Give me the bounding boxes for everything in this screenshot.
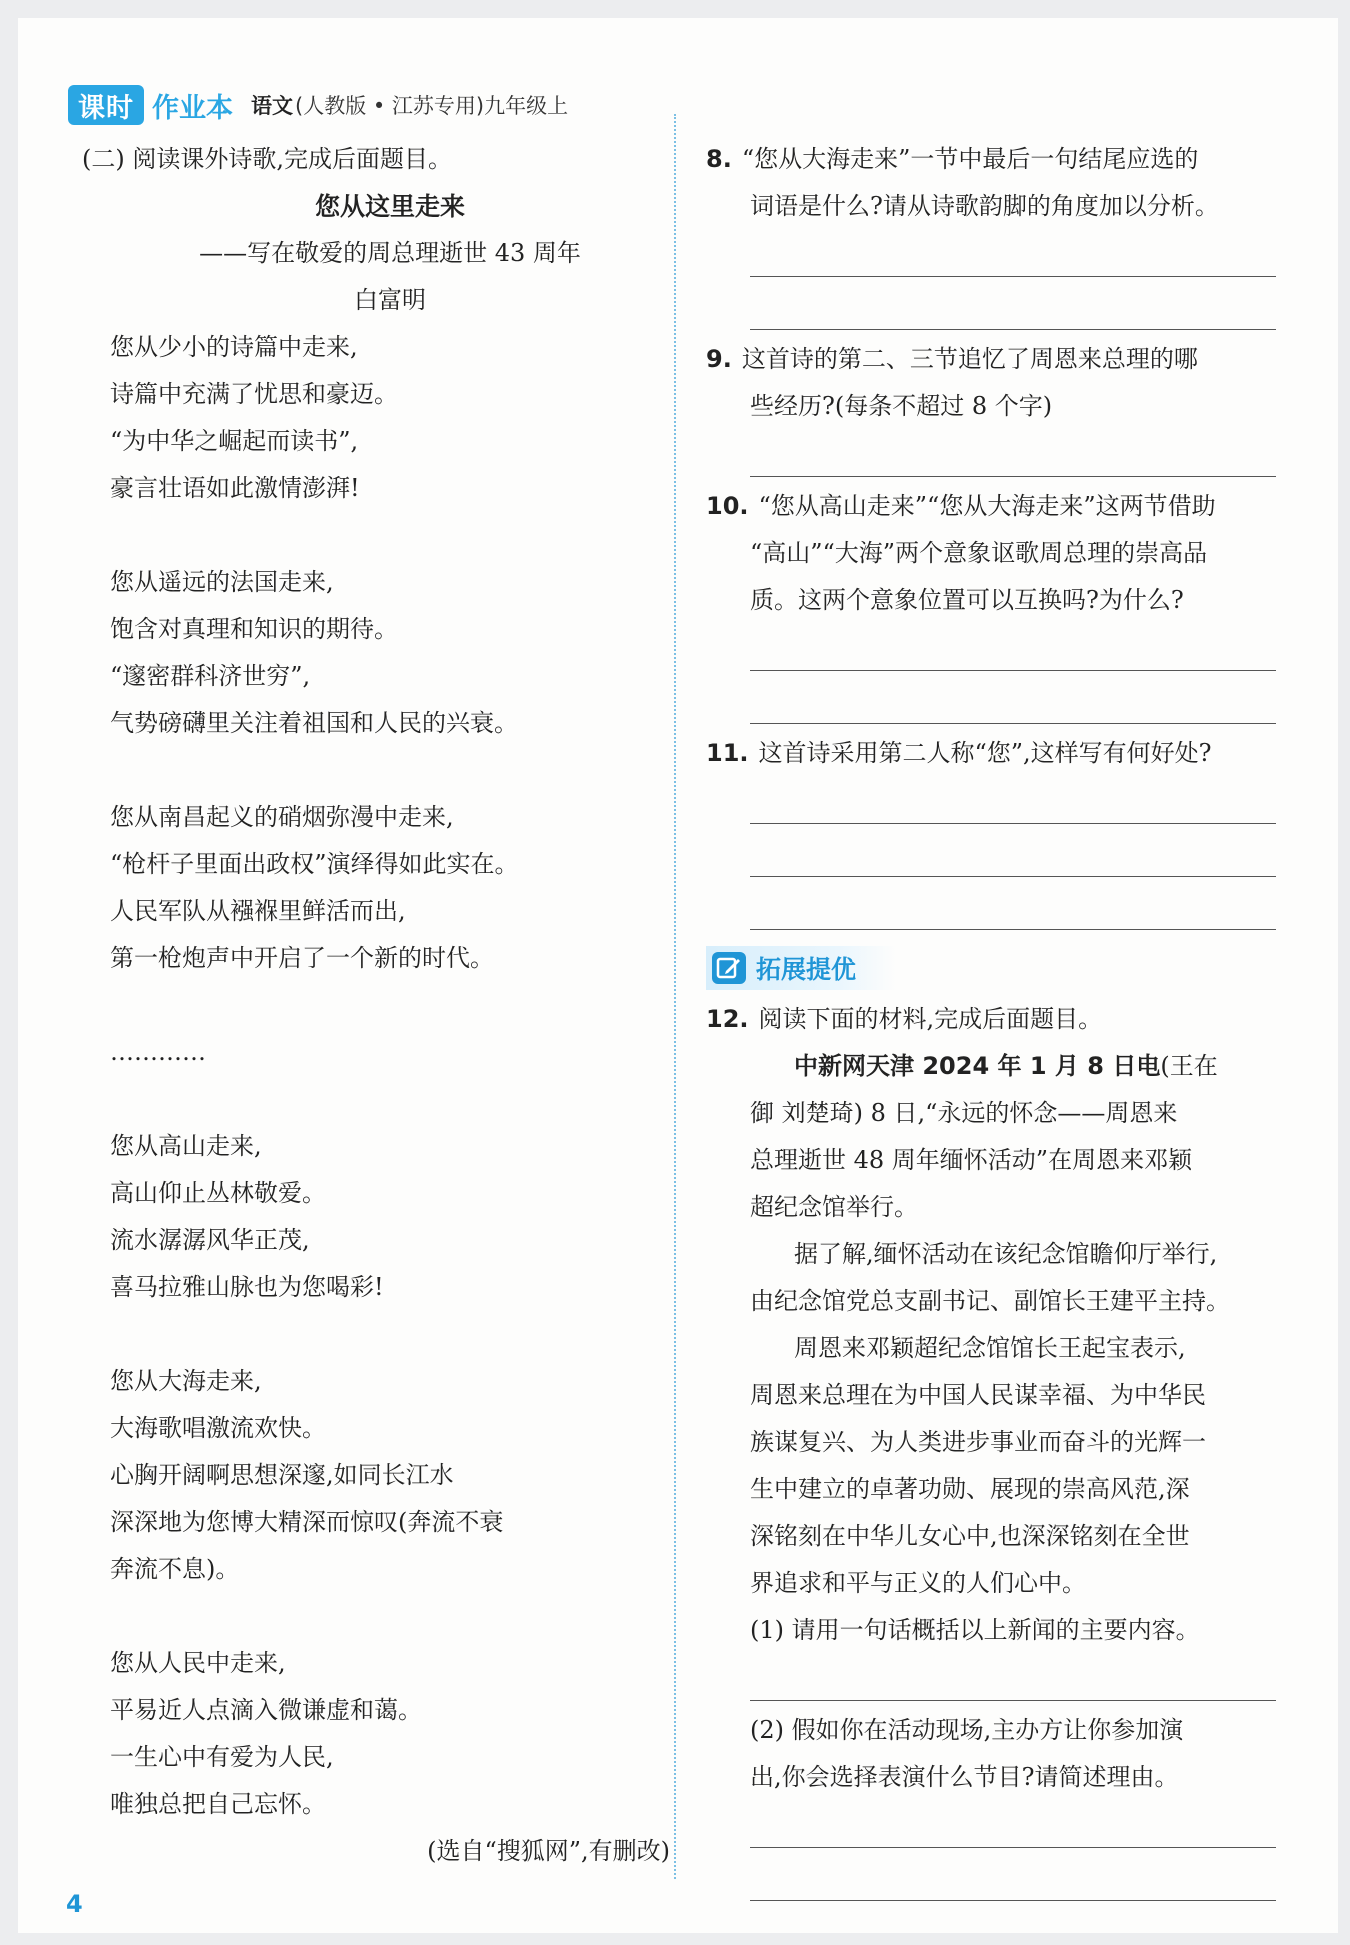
section-heading	[706, 946, 896, 990]
poem-line: 您从高山走来,	[110, 1132, 262, 1160]
dateline-rest: (王在	[1160, 1052, 1218, 1080]
brand-name: 作业本	[152, 92, 233, 124]
question-8	[706, 136, 1276, 183]
question-text: 这首诗的第二、三节追忆了周恩来总理的哪	[741, 345, 1198, 373]
poem-line: 奔流不息)。	[110, 1555, 240, 1583]
news-line: 周恩来邓颖超纪念馆馆长王起宝表示,	[794, 1334, 1186, 1362]
question-text: 些经历?(每条不超过 8 个字)	[750, 392, 1053, 420]
poem-line: “为中华之崛起而读书”,	[110, 427, 359, 455]
news-line: 深铭刻在中华儿女心中,也深深铭刻在全世	[750, 1522, 1190, 1550]
poem-line: 心胸开阔啊思想深邃,如同长江水	[110, 1461, 454, 1489]
poem-line: 诗篇中充满了忧思和豪迈。	[110, 380, 398, 408]
poem-line: 第一枪炮声中开启了一个新的时代。	[110, 944, 494, 972]
answer-line[interactable]	[750, 1801, 1276, 1848]
poem-column	[82, 136, 670, 1875]
news-line: 御 刘楚琦) 8 日,“永远的怀念——周恩来	[750, 1099, 1178, 1127]
question-text: “高山”“大海”两个意象讴歌周总理的崇高品	[750, 539, 1208, 567]
dateline-bold: 中新网天津 2024 年 1 月 8 日电	[794, 1052, 1161, 1080]
poem-line: 人民军队从襁褓里鲜活而出,	[110, 897, 406, 925]
edit-icon	[712, 952, 746, 984]
poem-line: 豪言壮语如此激情澎湃!	[110, 474, 360, 502]
reading-intro: (二) 阅读课外诗歌,完成后面题目。	[82, 145, 452, 173]
poem-line: 高山仰止丛林敬爱。	[110, 1179, 326, 1207]
answer-line[interactable]	[750, 883, 1276, 930]
poem-line: 气势磅礴里关注着祖国和人民的兴衰。	[110, 709, 518, 737]
answer-line[interactable]	[750, 283, 1276, 330]
question-text: 质。这两个意象位置可以互换吗?为什么?	[750, 586, 1184, 614]
question-9	[706, 336, 1276, 383]
question-text: “您从高山走来”“您从大海走来”这两节借助	[758, 492, 1216, 520]
poem-line: 您从遥远的法国走来,	[110, 568, 334, 596]
brand-logo: 课时	[68, 85, 144, 125]
news-line: 超纪念馆举行。	[750, 1193, 918, 1221]
news-line: 周恩来总理在为中国人民谋幸福、为中华民	[750, 1381, 1206, 1409]
question-12	[706, 996, 1276, 1043]
question-text: 阅读下面的材料,完成后面题目。	[758, 1005, 1103, 1033]
poem-line: 您从少小的诗篇中走来,	[110, 333, 358, 361]
sub-question-1: (1) 请用一句话概括以上新闻的主要内容。	[750, 1616, 1200, 1644]
sub-question-2: (2) 假如你在活动现场,主办方让你参加演	[750, 1716, 1184, 1744]
answer-line[interactable]	[750, 1854, 1276, 1901]
column-divider	[674, 114, 676, 1879]
news-dateline	[706, 1043, 1276, 1090]
section-title: 拓展提优	[756, 955, 857, 984]
workbook-page	[18, 18, 1338, 1933]
poem-line: 大海歌唱激流欢快。	[110, 1414, 326, 1442]
question-number: 9.	[706, 345, 732, 373]
question-number: 10.	[706, 492, 749, 520]
poem-line: 深深地为您博大精深而惊叹(奔流不衰	[110, 1508, 504, 1536]
poem-line: 饱含对真理和知识的期待。	[110, 615, 398, 643]
news-line: 由纪念馆党总支副书记、副馆长王建平主持。	[750, 1287, 1230, 1315]
sub-question-2: 出,你会选择表演什么节目?请简述理由。	[750, 1763, 1179, 1791]
poem-line: 喜马拉雅山脉也为您喝彩!	[110, 1273, 384, 1301]
page-number: 4	[66, 1890, 83, 1918]
page-header	[68, 82, 568, 128]
news-line: 界追求和平与正义的人们心中。	[750, 1569, 1086, 1597]
poem-line: 流水潺潺风华正茂,	[110, 1226, 310, 1254]
question-number: 11.	[706, 739, 749, 767]
answer-line[interactable]	[750, 430, 1276, 477]
answer-line[interactable]	[750, 230, 1276, 277]
subject-label: 语文	[251, 94, 293, 118]
poem-line: 您从南昌起义的硝烟弥漫中走来,	[110, 803, 454, 831]
poem-line: 唯独总把自己忘怀。	[110, 1790, 326, 1818]
poem-ellipsis: …………	[110, 1038, 206, 1066]
poem-line: 您从大海走来,	[110, 1367, 262, 1395]
question-text: 词语是什么?请从诗歌韵脚的角度加以分析。	[750, 192, 1219, 220]
poem-title: 您从这里走来	[314, 192, 465, 221]
questions-column	[706, 136, 1276, 1907]
poem-line: 平易近人点滴入微谦虚和蔼。	[110, 1696, 422, 1724]
news-line: 据了解,缅怀活动在该纪念馆瞻仰厅举行,	[794, 1240, 1218, 1268]
poem-line: 一生心中有爱为人民,	[110, 1743, 334, 1771]
answer-line[interactable]	[750, 1654, 1276, 1701]
news-line: 生中建立的卓著功勋、展现的崇高风范,深	[750, 1475, 1190, 1503]
question-text: “您从大海走来”一节中最后一句结尾应选的	[741, 145, 1199, 173]
question-11	[706, 730, 1276, 777]
question-10	[706, 483, 1276, 530]
answer-line[interactable]	[750, 830, 1276, 877]
answer-line[interactable]	[750, 677, 1276, 724]
poem-line: “邃密群科济世穷”,	[110, 662, 311, 690]
question-text: 这首诗采用第二人称“您”,这样写有何好处?	[758, 739, 1212, 767]
question-number: 12.	[706, 1005, 749, 1033]
poem-source: (选自“搜狐网”,有删改)	[427, 1837, 670, 1865]
poem-subtitle: ——写在敬爱的周总理逝世 43 周年	[199, 239, 581, 267]
question-number: 8.	[706, 145, 732, 173]
news-line: 族谋复兴、为人类进步事业而奋斗的光辉一	[750, 1428, 1206, 1456]
poem-line: 您从人民中走来,	[110, 1649, 286, 1677]
poem-author: 白富明	[354, 286, 426, 314]
answer-line[interactable]	[750, 777, 1276, 824]
edition-label: (人教版 • 江苏专用)九年级上	[295, 94, 569, 118]
answer-line[interactable]	[750, 624, 1276, 671]
poem-line: “枪杆子里面出政权”演绎得如此实在。	[110, 850, 519, 878]
news-line: 总理逝世 48 周年缅怀活动”在周恩来邓颖	[750, 1146, 1193, 1174]
